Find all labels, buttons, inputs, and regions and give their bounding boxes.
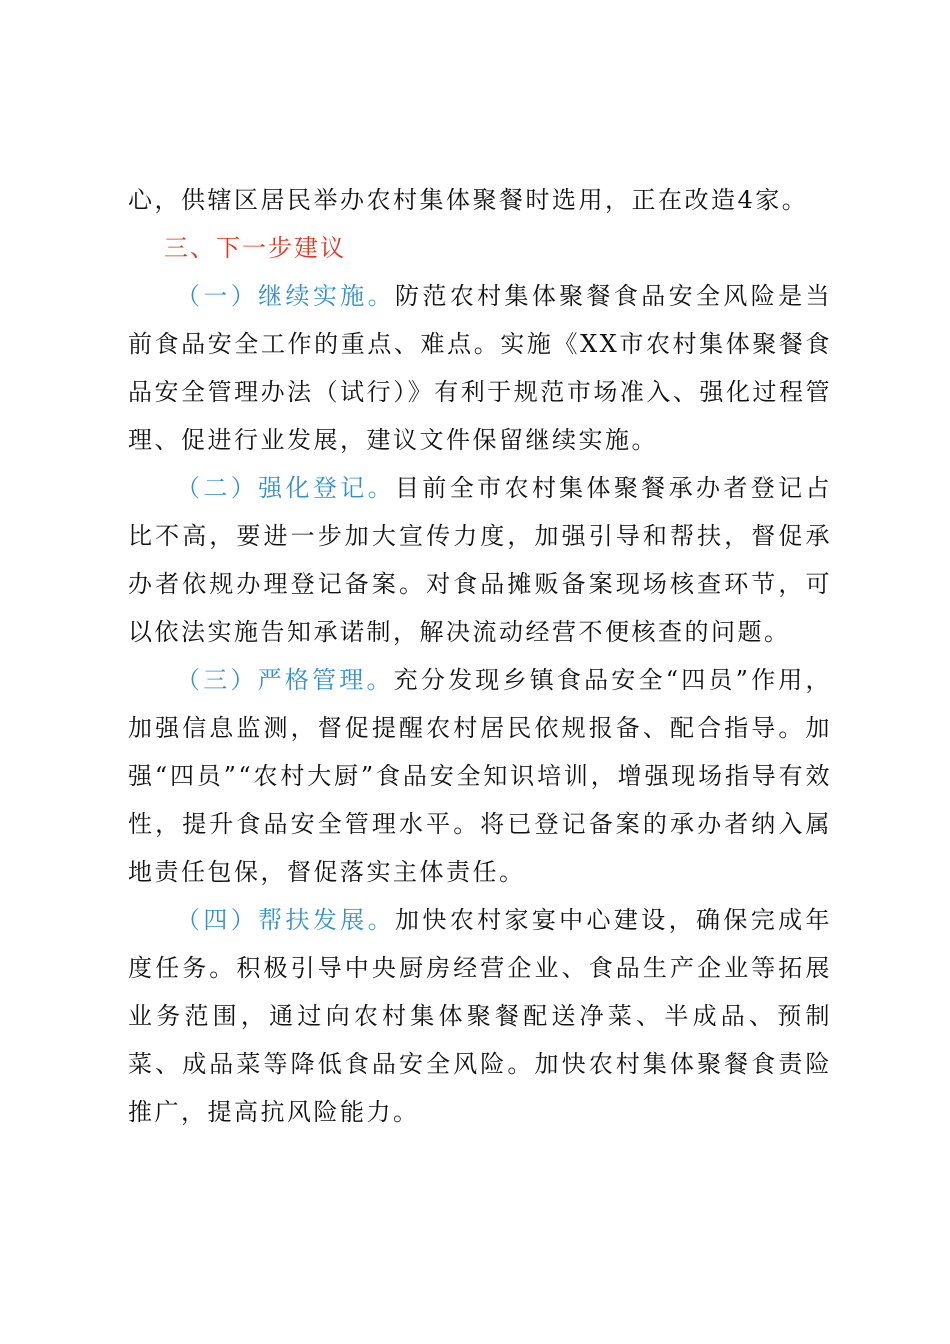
paragraph-2-body: 目前全市农村集体聚餐承办者登记占比不高，要进一步加大宣传力度，加强引导和帮扶，督促承办者依规办理登记备案。对食品摊贩备案现场核查环节，可以依法实施告知承诺制，解决流动经营不便核查的问题。 (128, 474, 833, 646)
paragraph-4-heading: （四）帮扶发展。 (176, 906, 395, 934)
document-page (128, 176, 832, 1136)
paragraph-4 (128, 896, 832, 1136)
paragraph-1-heading: （一）继续实施。 (176, 282, 395, 310)
paragraph-3-heading: （三）严格管理。 (176, 666, 394, 694)
paragraph-1 (128, 272, 832, 464)
paragraph-3 (128, 656, 832, 896)
paragraph-1-body: 防范农村集体聚餐食品安全风险是当前食品安全工作的重点、难点。实施《XX市农村集体聚餐食品安全管理办法（试行）》有利于规范市场准入、强化过程管理、促进行业发展，建议文件保留继续实施。 (128, 282, 833, 454)
paragraph-4-body: 加快农村家宴中心建设，确保完成年度任务。积极引导中央厨房经营企业、食品生产企业等拓展业务范围，通过向农村集体聚餐配送净菜、半成品、预制菜、成品菜等降低食品安全风险。加快农村集体聚餐食责险推广，提高抗风险能力。 (128, 906, 833, 1126)
paragraph-2 (128, 464, 832, 656)
paragraph-2-heading: （二）强化登记。 (176, 474, 395, 502)
section-title: 三、下一步建议 (164, 234, 346, 262)
continuation-paragraph: 心，供辖区居民举办农村集体聚餐时选用，正在改造4家。 (128, 186, 809, 214)
paragraph-3-body: 充分发现乡镇食品安全“四员”作用，加强信息监测，督促提醒农村居民依规报备、配合指导。加强“四员”“农村大厨”食品安全知识培训，增强现场指导有效性，提升食品安全管理水平。将已登记备案的承办者纳入属地责任包保，督促落实主体责任。 (128, 666, 832, 886)
